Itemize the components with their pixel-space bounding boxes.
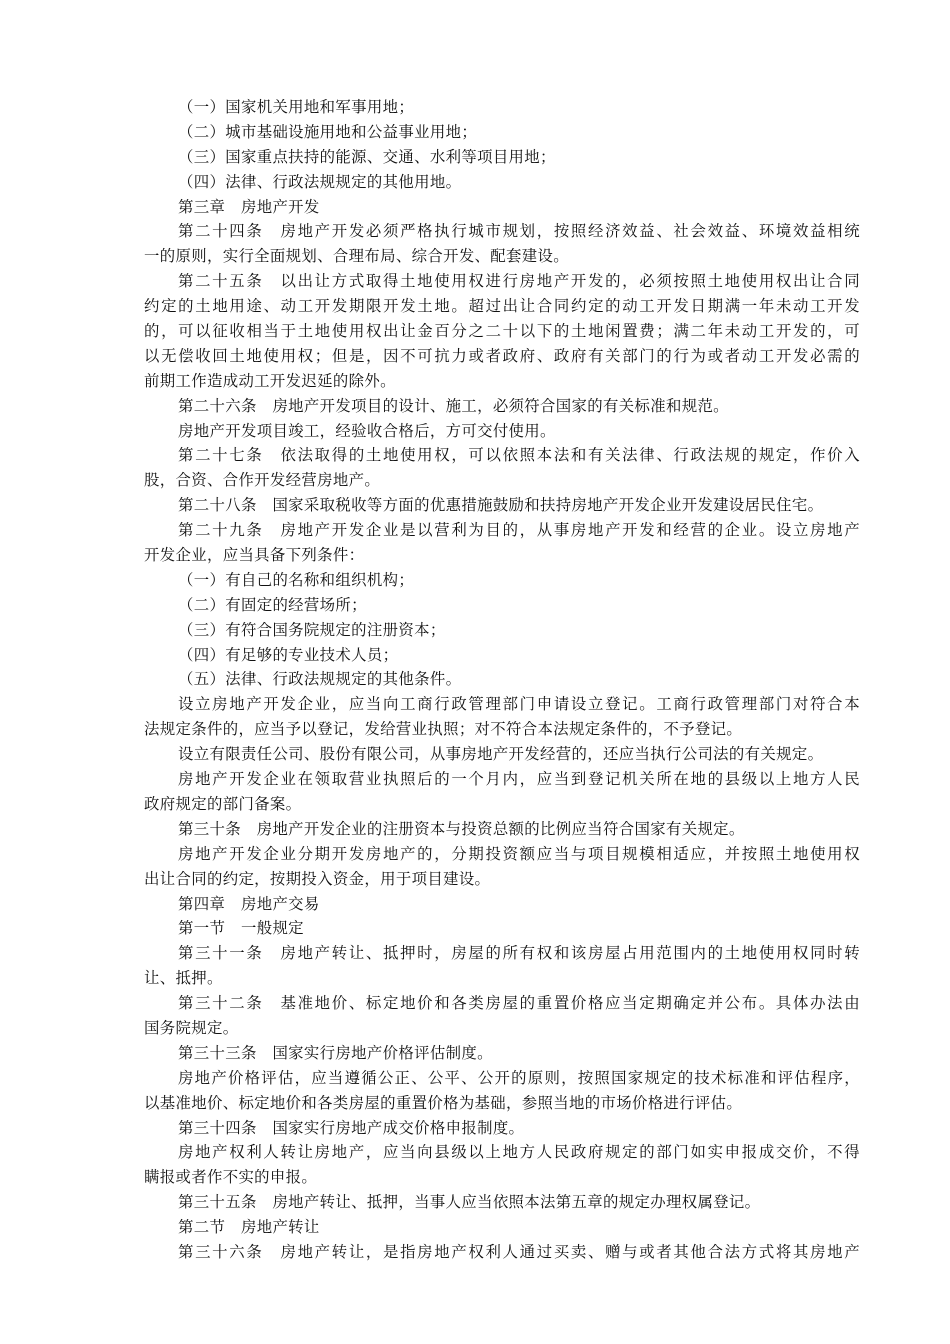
paragraph-continuation-line: 瞒报或者作不实的申报。 xyxy=(144,1168,318,1187)
list-item-line: （三）国家重点扶持的能源、交通、水利等项目用地； xyxy=(178,147,556,166)
paragraph-continuation-line: 开发企业，应当具备下列条件： xyxy=(144,546,365,565)
paragraph-continuation-line: 政府规定的部门备案。 xyxy=(144,794,302,813)
list-item-line: （一）国家机关用地和军事用地； xyxy=(178,98,415,116)
paragraph-line: 第二十七条 依法取得的土地使用权，可以依照本法和有关法律、行政法规的规定，作价入 xyxy=(178,446,860,465)
paragraph-line: 第三十六条 房地产转让，是指房地产权利人通过买卖、赠与或者其他合法方式将其房地产 xyxy=(178,1242,860,1261)
paragraph-line: 房地产开发企业分期开发房地产的，分期投资额应当与项目规模相适应，并按照土地使用权 xyxy=(178,844,860,863)
paragraph-line: 第四章 房地产交易 xyxy=(178,894,320,913)
paragraph-continuation-line: 法规定条件的，应当予以登记，发给营业执照；对不符合本法规定条件的，不予登记。 xyxy=(144,720,743,739)
paragraph-line: 房地产权利人转让房地产，应当向县级以上地方人民政府规定的部门如实申报成交价，不得 xyxy=(178,1143,860,1162)
paragraph-line: 第三十二条 基准地价、标定地价和各类房屋的重置价格应当定期确定并公布。具体办法由 xyxy=(178,994,860,1013)
paragraph-continuation-line: 出让合同的约定，按期投入资金，用于项目建设。 xyxy=(144,869,491,888)
paragraph-line: 房地产开发企业在领取营业执照后的一个月内，应当到登记机关所在地的县级以上地方人民 xyxy=(178,770,860,789)
paragraph-line: 第三十条 房地产开发企业的注册资本与投资总额的比例应当符合国家有关规定。 xyxy=(178,819,745,838)
paragraph-line: 第三十四条 国家实行房地产成交价格申报制度。 xyxy=(178,1118,525,1137)
paragraph-line: 第二十八条 国家采取税收等方面的优惠措施鼓励和扶持房地产开发企业开发建设居民住宅。 xyxy=(178,496,824,515)
paragraph-line: 房地产开发项目竣工，经验收合格后，方可交付使用。 xyxy=(178,421,556,440)
list-item-line: （二）城市基础设施用地和公益事业用地； xyxy=(178,122,478,141)
paragraph-continuation-line: 国务院规定。 xyxy=(144,1018,239,1037)
document-body xyxy=(0,95,950,1265)
paragraph-line: 房地产价格评估，应当遵循公正、公平、公开的原则，按照国家规定的技术标准和评估程序， xyxy=(178,1068,860,1087)
paragraph-line: 第二十九条 房地产开发企业是以营利为目的，从事房地产开发和经营的企业。设立房地产 xyxy=(178,521,860,540)
paragraph-continuation-line: 约定的土地用途、动工开发期限开发土地。超过出让合同约定的动工开发日期满一年未动工开发 xyxy=(144,297,860,316)
paragraph-continuation-line: 前期工作造成动工开发迟延的除外。 xyxy=(144,371,396,390)
paragraph-line: 第二十四条 房地产开发必须严格执行城市规划，按照经济效益、社会效益、环境效益相统 xyxy=(178,222,860,241)
paragraph-continuation-line: 股，合资、合作开发经营房地产。 xyxy=(144,471,381,490)
list-item-line: （二）有固定的经营场所； xyxy=(178,595,367,614)
paragraph-line: 设立房地产开发企业，应当向工商行政管理部门申请设立登记。工商行政管理部门对符合本 xyxy=(178,695,860,714)
paragraph-line: 第三十一条 房地产转让、抵押时，房屋的所有权和该房屋占用范围内的土地使用权同时转 xyxy=(178,944,860,963)
list-item-line: （一）有自己的名称和组织机构； xyxy=(178,570,415,589)
paragraph-line: 设立有限责任公司、股份有限公司，从事房地产开发经营的，还应当执行公司法的有关规定。 xyxy=(178,745,824,764)
paragraph-line: 第二十六条 房地产开发项目的设计、施工，必须符合国家的有关标准和规范。 xyxy=(178,396,729,415)
paragraph-line: 第二十五条 以出让方式取得土地使用权进行房地产开发的，必须按照土地使用权出让合同 xyxy=(178,272,860,291)
paragraph-line: 第三十五条 房地产转让、抵押，当事人应当依照本法第五章的规定办理权属登记。 xyxy=(178,1193,761,1212)
list-item-line: （四）有足够的专业技术人员； xyxy=(178,645,399,664)
paragraph-line: 第三章 房地产开发 xyxy=(178,197,320,216)
list-item-line: （四）法律、行政法规规定的其他用地。 xyxy=(178,172,462,191)
paragraph-continuation-line: 一的原则，实行全面规划、合理布局、综合开发、配套建设。 xyxy=(144,247,569,266)
paragraph-continuation-line: 以无偿收回土地使用权；但是，因不可抗力或者政府、政府有关部门的行为或者动工开发必需的 xyxy=(144,346,860,365)
paragraph-continuation-line: 让、抵押。 xyxy=(144,969,223,988)
paragraph-line: 第三十三条 国家实行房地产价格评估制度。 xyxy=(178,1043,493,1062)
paragraph-continuation-line: 以基准地价、标定地价和各类房屋的重置价格为基础，参照当地的市场价格进行评估。 xyxy=(144,1093,743,1112)
paragraph-continuation-line: 的，可以征收相当于土地使用权出让金百分之二十以下的土地闲置费；满二年未动工开发的，可 xyxy=(144,322,860,341)
list-item-line: （三）有符合国务院规定的注册资本； xyxy=(178,620,446,639)
paragraph-line: 第二节 房地产转让 xyxy=(178,1218,320,1237)
paragraph-line: 第一节 一般规定 xyxy=(178,919,304,938)
list-item-line: （五）法律、行政法规规定的其他条件。 xyxy=(178,670,462,689)
